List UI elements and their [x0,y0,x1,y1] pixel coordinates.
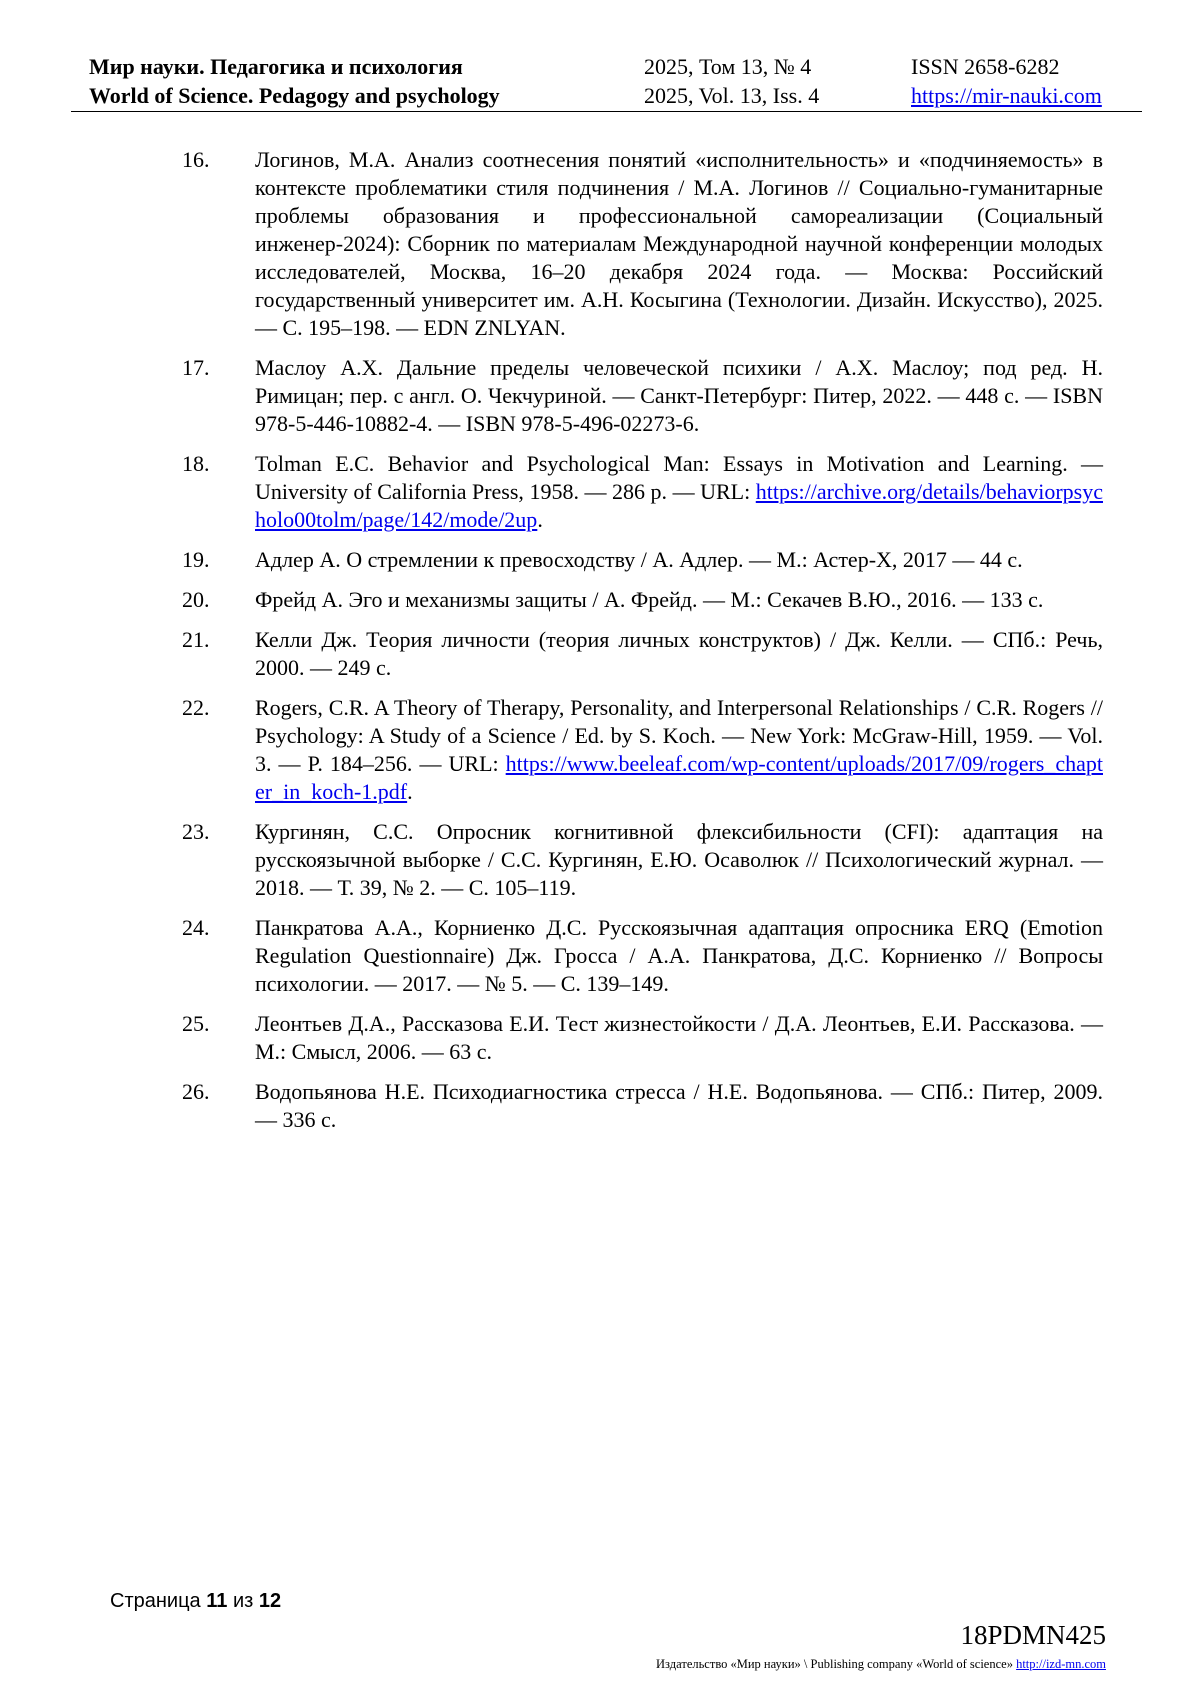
page-current: 11 [206,1590,228,1612]
reference-text: Rogers, C.R. A Theory of Therapy, Personality, and Interpersonal Relationships / C.R. Rogers // Psychology: A Study of a Science / Ed. by S. Koch. — New York: McGraw-Hill, 1959. — Vol. 3. — P. 184–256. — URL: [255,695,1103,776]
reference-text: Логинов, М.А. Анализ соотнесения понятий «исполнительность» и «подчиняемость» в контексте проблематики стиля подчинения / М.А. Логинов // Социально-гуманитарные проблемы образования и профессиональной самореализации (Социальный инженер-2024): Сборник по материалам Международной научной конференции молодых исследователей, Москва, 16–20 декабря 2024 года. — Москва: Российский государственный университет им. А.Н. Косыгина (Технологии. Дизайн. Искусство), 2025. — С. 195–198. — EDN ZNLYAN. [255,147,1103,340]
reference-number: 26. [182,1079,210,1104]
reference-item [182,626,1103,682]
reference-item [182,818,1103,902]
reference-trailing: . [537,507,543,532]
website-link[interactable]: https://mir-nauki.com [911,83,1102,108]
reference-item [182,146,1103,342]
reference-text: Tolman E.C. Behavior and Psychological Man: Essays in Motivation and Learning. — University of California Press, 1958. — 286 p. — URL: [255,451,1103,504]
reference-number: 21. [182,627,210,652]
reference-number: 23. [182,819,210,844]
page-of: из [232,1590,254,1612]
reference-list [182,146,1103,1146]
page-number [110,1590,281,1613]
reference-text: Кургинян, С.С. Опросник когнитивной флексибильности (CFI): адаптация на русскоязычной выборке / С.С. Кургинян, Е.Ю. Осаволюк // Психологический журнал. — 2018. — Т. 39, № 2. — С. 105–119. [255,819,1103,900]
reference-text-block [255,1010,1103,1066]
reference-text-block [255,818,1103,902]
reference-number: 20. [182,587,210,612]
issn: ISSN 2658-6282 [911,54,1060,79]
reference-text: Адлер А. О стремлении к превосходству / А. Адлер. — М.: Астер-Х, 2017 — 44 с. [255,547,1023,572]
reference-url[interactable]: https://archive.org/details/behaviorpsycholo00tolm/page/142/mode/2up [255,479,1103,532]
reference-text-block [255,914,1103,998]
reference-text-block [255,626,1103,682]
page-header [71,52,1142,112]
reference-url[interactable]: https://www.beeleaf.com/wp-content/uploads/2017/09/rogers_chapter_in_koch-1.pdf [255,751,1103,804]
publisher-line [656,1657,1106,1672]
reference-item [182,694,1103,806]
reference-text-block [255,354,1103,438]
reference-text: Леонтьев Д.А., Рассказова Е.И. Тест жизнестойкости / Д.А. Леонтьев, Е.И. Рассказова. — М.: Смысл, 2006. — 63 с. [255,1011,1103,1064]
reference-number: 19. [182,547,210,572]
reference-text-block [255,1078,1103,1134]
reference-text: Водопьянова Н.Е. Психодиагностика стресса / Н.Е. Водопьянова. — СПб.: Питер, 2009. — 336 с. [255,1079,1103,1132]
reference-item [182,450,1103,534]
reference-number: 17. [182,355,210,380]
reference-number: 16. [182,147,210,172]
reference-trailing: . [407,779,413,804]
reference-number: 18. [182,451,210,476]
reference-text: Маслоу А.Х. Дальние пределы человеческой психики / А.Х. Маслоу; под ред. Н. Римицан; пер. с англ. О. Чекчуриной. — Санкт-Петербург: Питер, 2022. — 448 с. — ISBN 978-5-446-10882-4. — ISBN 978-5-496-02273-6. [255,355,1103,436]
journal-title-ru: Мир науки. Педагогика и психология [89,54,463,79]
publisher-text: Издательство «Мир науки» \ Publishing company «World of science» [656,1657,1013,1671]
issue-info-ru: 2025, Том 13, № 4 [644,54,812,79]
issue-info-en: 2025, Vol. 13, Iss. 4 [644,83,820,108]
page-label: Страница [110,1590,201,1612]
reference-item [182,1010,1103,1066]
reference-text-block [255,146,1103,342]
reference-item [182,354,1103,438]
reference-text-block [255,694,1103,806]
page-total: 12 [258,1590,282,1612]
reference-item [182,1078,1103,1134]
reference-number: 24. [182,915,210,940]
journal-title-en: World of Science. Pedagogy and psychology [89,83,500,108]
publisher-link[interactable]: http://izd-mn.com [1016,1657,1106,1671]
reference-text: Фрейд А. Эго и механизмы защиты / А. Фрейд. — М.: Секачев В.Ю., 2016. — 133 с. [255,587,1044,612]
reference-number: 22. [182,695,210,720]
reference-item [182,914,1103,998]
reference-item [182,546,1103,574]
article-code: 18PDMN425 [960,1620,1106,1650]
reference-text-block [255,546,1103,574]
reference-text: Панкратова А.А., Корниенко Д.С. Русскоязычная адаптация опросника ERQ (Emotion Regulation Questionnaire) Дж. Гросса / А.А. Панкратова, Д.С. Корниенко // Вопросы психологии. — 2017. — № 5. — С. 139–149. [255,915,1103,996]
reference-item [182,586,1103,614]
reference-number: 25. [182,1011,210,1036]
reference-text: Келли Дж. Теория личности (теория личных конструктов) / Дж. Келли. — СПб.: Речь, 2000. — 249 с. [255,627,1103,680]
reference-text-block [255,586,1103,614]
reference-text-block [255,450,1103,534]
